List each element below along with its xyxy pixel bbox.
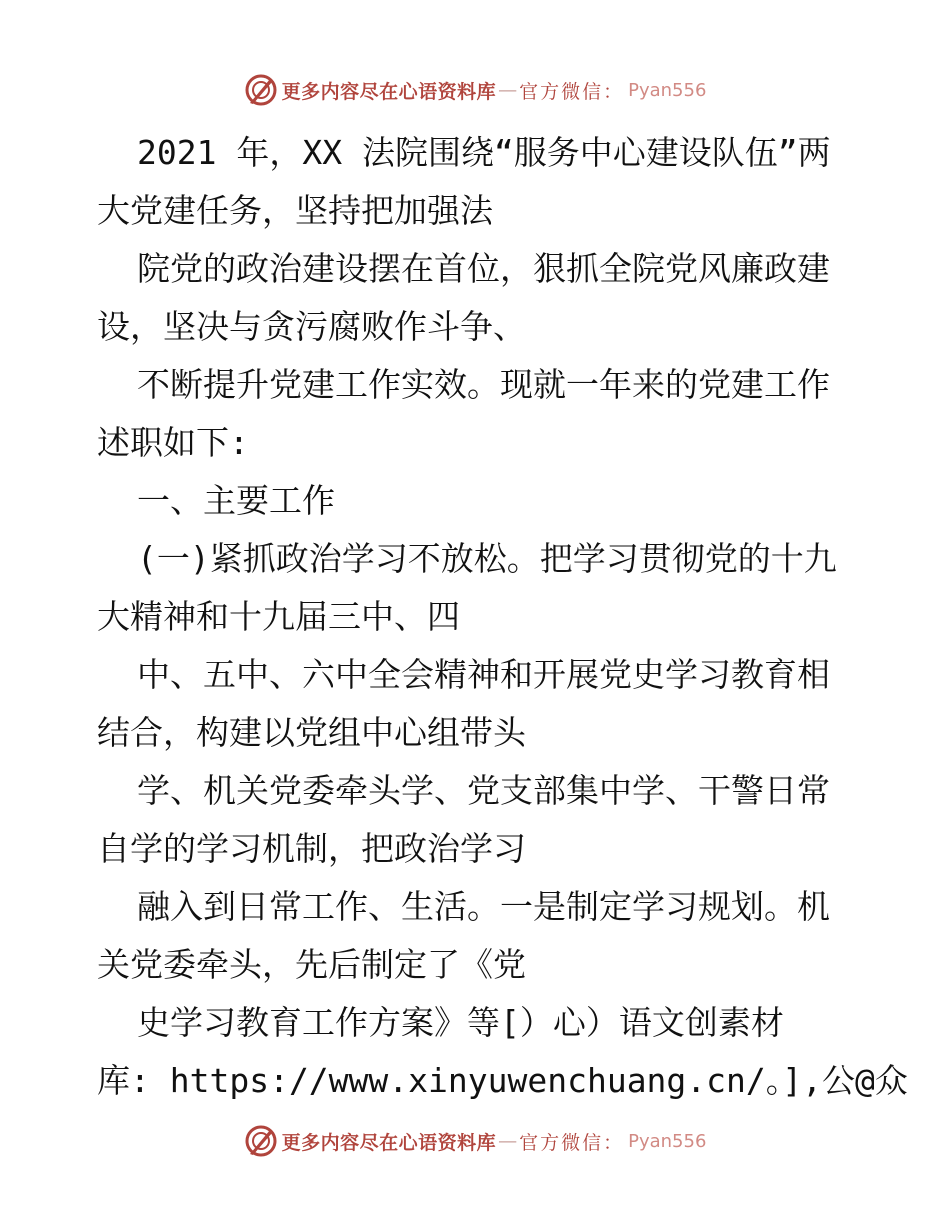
- text-line: 述职如下:: [97, 423, 249, 462]
- watermark-header: [0, 70, 950, 110]
- text-line: 中、五中、六中全会精神和开展党史学习教育相: [137, 655, 830, 694]
- watermark-official-label: 官方微信：: [519, 80, 625, 103]
- watermark-dash: —: [498, 79, 518, 101]
- text-line: 院党的政治建设摆在首位，狠抓全院党风廉政建: [137, 249, 830, 288]
- section-heading: 一、主要工作: [137, 481, 335, 520]
- quill-logo-icon: [244, 73, 278, 107]
- watermark-main-text: 更多内容尽在心语资料库: [281, 1131, 497, 1154]
- text-line-url: 库: https://www.xinyuwenchuang.cn/。],公@众: [97, 1061, 908, 1100]
- watermark-footer: [0, 1121, 950, 1161]
- text-line: 2021 年，XX 法院围绕“服务中心建设队伍”两: [137, 133, 831, 172]
- text-line: (一)紧抓政治学习不放松。把学习贯彻党的十九: [137, 539, 837, 578]
- watermark-main-text: 更多内容尽在心语资料库: [281, 80, 497, 103]
- text-line: 关党委牵头，先后制定了《党: [97, 945, 526, 984]
- text-line: 大精神和十九届三中、四: [97, 597, 460, 636]
- text-line: 大党建任务，坚持把加强法: [97, 191, 493, 230]
- watermark-account: Pyan556: [628, 79, 707, 101]
- quill-logo-icon: [244, 1124, 278, 1158]
- watermark-official-label: 官方微信：: [519, 1131, 625, 1154]
- text-line: 不断提升党建工作实效。现就一年来的党建工作: [137, 365, 830, 404]
- text-line: 设，坚决与贪污腐败作斗争、: [97, 307, 526, 346]
- watermark-account: Pyan556: [628, 1130, 707, 1152]
- document-body: [97, 124, 908, 1110]
- text-line: 史学习教育工作方案》等[）心）语文创素材: [137, 1003, 784, 1042]
- text-line: 结合，构建以党组中心组带头: [97, 713, 526, 752]
- text-line: 自学的学习机制，把政治学习: [97, 829, 526, 868]
- text-line: 学、机关党委牵头学、党支部集中学、干警日常: [137, 771, 830, 810]
- text-line: 融入到日常工作、生活。一是制定学习规划。机: [137, 887, 830, 926]
- watermark-dash: —: [498, 1130, 518, 1152]
